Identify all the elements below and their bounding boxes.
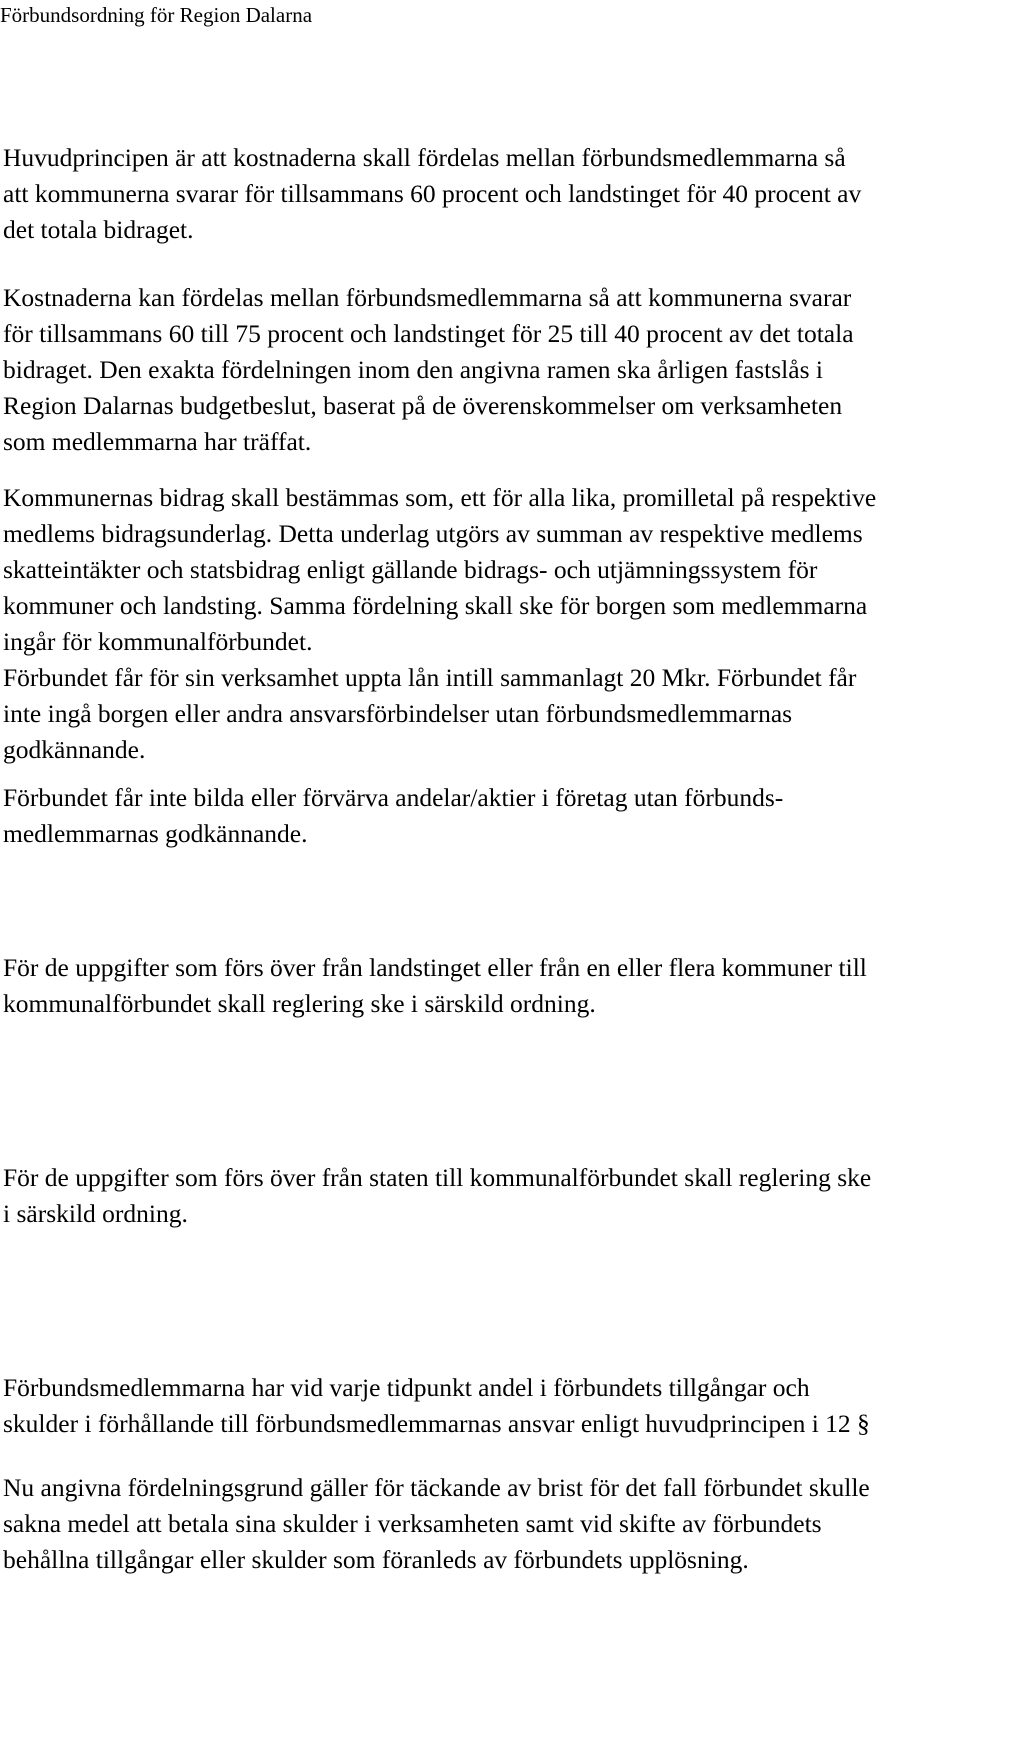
paragraph [3,660,1021,768]
paragraph-line: Kostnaderna kan fördelas mellan förbundsmedlemmarna så att kommunerna svarar [3,283,852,312]
paragraph-line: det totala bidraget. [3,215,194,244]
paragraph-line: godkännande. [3,735,146,764]
paragraph-line: kommuner och landsting. Samma fördelning skall ske för borgen som medlemmarna [3,591,868,620]
paragraph [3,140,1021,248]
paragraph-line: Förbundet får för sin verksamhet uppta lån intill sammanlagt 20 Mkr. Förbundet får [3,663,857,692]
paragraph-line: Förbundet får inte bilda eller förvärva andelar/aktier i företag utan förbunds- [3,783,784,812]
paragraph [3,480,1021,660]
paragraph [3,780,1021,852]
paragraph [3,1470,1021,1578]
paragraph [3,280,1021,460]
paragraph-line: ingår för kommunalförbundet. [3,627,313,656]
paragraph-line: För de uppgifter som förs över från staten till kommunalförbundet skall reglering ske [3,1163,872,1192]
page-header: Förbundsordning för Region Dalarna [0,3,313,27]
paragraph [3,1370,1021,1442]
paragraph-line: inte ingå borgen eller andra ansvarsförbindelser utan förbundsmedlemmarnas [3,699,793,728]
paragraph-line: skatteintäkter och statsbidrag enligt gällande bidrags- och utjämningssystem för [3,555,818,584]
paragraph-line: medlemmarnas godkännande. [3,819,308,848]
paragraph [3,950,1021,1022]
paragraph-line: behållna tillgångar eller skulder som föranleds av förbundets upplösning. [3,1545,749,1574]
paragraph-line: för tillsammans 60 till 75 procent och landstinget för 25 till 40 procent av det totala [3,319,854,348]
paragraph-line: sakna medel att betala sina skulder i verksamheten samt vid skifte av förbundets [3,1509,822,1538]
paragraph-line: i särskild ordning. [3,1199,188,1228]
paragraph-line: Förbundsmedlemmarna har vid varje tidpunkt andel i förbundets tillgångar och [3,1373,810,1402]
paragraph [3,1160,1021,1232]
paragraph-line: skulder i förhållande till förbundsmedlemmarnas ansvar enligt huvudprincipen i 12 § [3,1409,870,1438]
paragraph-line: kommunalförbundet skall reglering ske i särskild ordning. [3,989,596,1018]
paragraph-line: att kommunerna svarar för tillsammans 60 procent och landstinget för 40 procent av [3,179,862,208]
paragraph-line: Nu angivna fördelningsgrund gäller för täckande av brist för det fall förbundet skulle [3,1473,870,1502]
paragraph-line: Kommunernas bidrag skall bestämmas som, ett för alla lika, promilletal på respektive [3,483,877,512]
paragraph-line: Region Dalarnas budgetbeslut, baserat på de överenskommelser om verksamheten [3,391,843,420]
paragraph-line: För de uppgifter som förs över från landstinget eller från en eller flera kommuner till [3,953,867,982]
paragraph-line: Huvudprincipen är att kostnaderna skall fördelas mellan förbundsmedlemmarna så [3,143,846,172]
paragraph-line: som medlemmarna har träffat. [3,427,312,456]
paragraph-line: bidraget. Den exakta fördelningen inom den angivna ramen ska årligen fastslås i [3,355,823,384]
paragraph-line: medlems bidragsunderlag. Detta underlag utgörs av summan av respektive medlems [3,519,863,548]
